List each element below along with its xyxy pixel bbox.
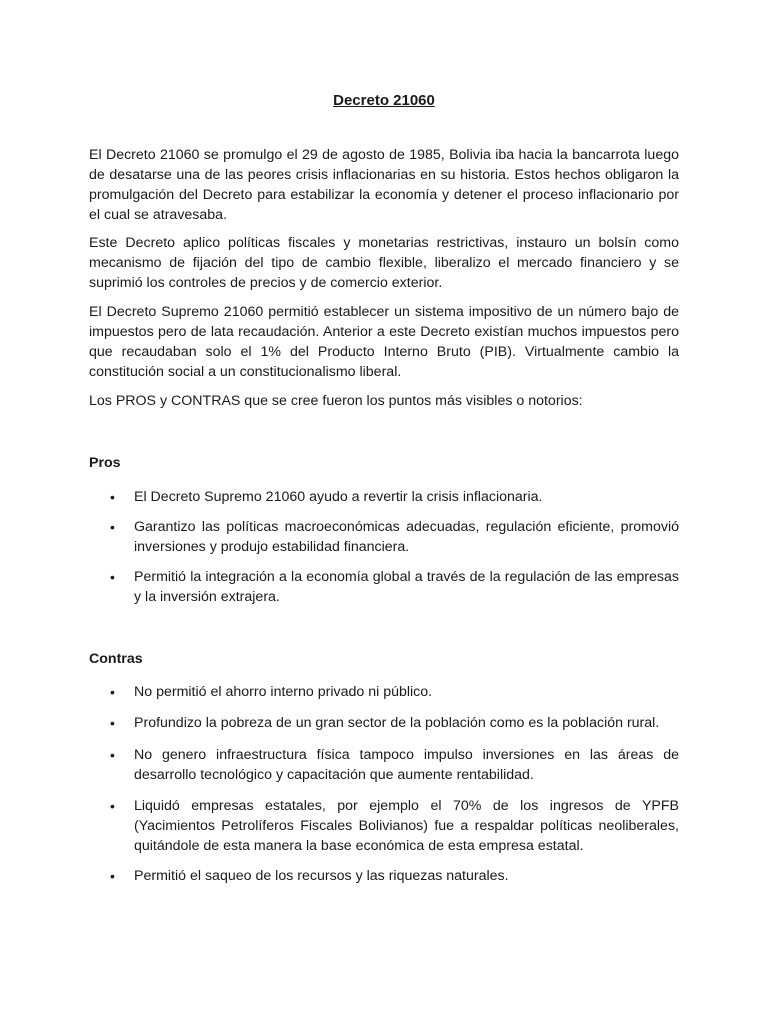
pros-item-text: Garantizo las políticas macroeconómicas adecuadas, regulación eficiente, promovió inversiones y produjo estabilidad financiera. [134, 519, 679, 555]
bullet-icon: • [110, 569, 115, 585]
pros-list-item [110, 487, 679, 507]
paragraph-pros-contras-intro: Los PROS y CONTRAS que se cree fueron los puntos más visibles o notorios: [89, 393, 583, 409]
paragraph-intro: El Decreto 21060 se promulgo el 29 de agosto de 1985, Bolivia iba hacia la bancarrota luego de desatarse una de las peores crisis inflacionarias en su historia. Estos hechos obligaron la promulgación del Decreto para estabilizar la economía y detener el proceso inflacionario por el cual se atravesaba. [89, 147, 679, 223]
pros-item-text: El Decreto Supremo 21060 ayudo a revertir la crisis inflacionaria. [134, 489, 543, 505]
contras-list-item [110, 682, 679, 702]
paragraph-tax-system: El Decreto Supremo 21060 permitió establecer un sistema impositivo de un número bajo de impuestos pero de lata recaudación. Anterior a este Decreto existían muchos impuestos pero que recaudaban solo el 1% del Producto Interno Bruto (PIB). Virtualmente cambio la constitución social a un constitucionalismo liberal. [89, 304, 679, 380]
bullet-icon: • [110, 868, 115, 884]
pros-heading: Pros [89, 455, 121, 471]
paragraph-policies: Este Decreto aplico políticas fiscales y monetarias restrictivas, instauro un bolsín como mecanismo de fijación del tipo de cambio flexible, liberalizo el mercado financiero y se suprimió los controles de precios y de comercio exterior. [89, 235, 679, 291]
bullet-icon: • [110, 715, 115, 731]
bullet-icon: • [110, 798, 115, 814]
bullet-icon: • [110, 489, 115, 505]
bullet-icon: • [110, 747, 115, 763]
contras-list-item [110, 796, 679, 856]
contras-list-item [110, 745, 679, 785]
contras-item-text: Liquidó empresas estatales, por ejemplo el 70% de los ingresos de YPFB (Yacimientos Petrolíferos Fiscales Bolivianos) fue a respaldar políticas neoliberales, quitándole de esta manera la base económica de esta empresa estatal. [134, 798, 679, 854]
contras-item-text: Profundizo la pobreza de un gran sector de la población como es la población rural. [134, 715, 660, 731]
contras-list-item [110, 713, 679, 733]
contras-heading: Contras [89, 651, 143, 667]
pros-list-item [110, 567, 679, 607]
contras-item-text: No permitió el ahorro interno privado ni público. [134, 684, 433, 700]
contras-list-item [110, 866, 679, 886]
contras-item-text: No genero infraestructura física tampoco impulso inversiones en las áreas de desarrollo tecnológico y capacitación que aumente rentabilidad. [134, 747, 679, 783]
bullet-icon: • [110, 684, 115, 700]
contras-item-text: Permitió el saqueo de los recursos y las riquezas naturales. [134, 868, 509, 884]
pros-item-text: Permitió la integración a la economía global a través de la regulación de las empresas y la inversión extrajera. [134, 569, 679, 605]
bullet-icon: • [110, 519, 115, 535]
pros-list-item [110, 517, 679, 557]
document-title: Decreto 21060 [333, 92, 435, 109]
